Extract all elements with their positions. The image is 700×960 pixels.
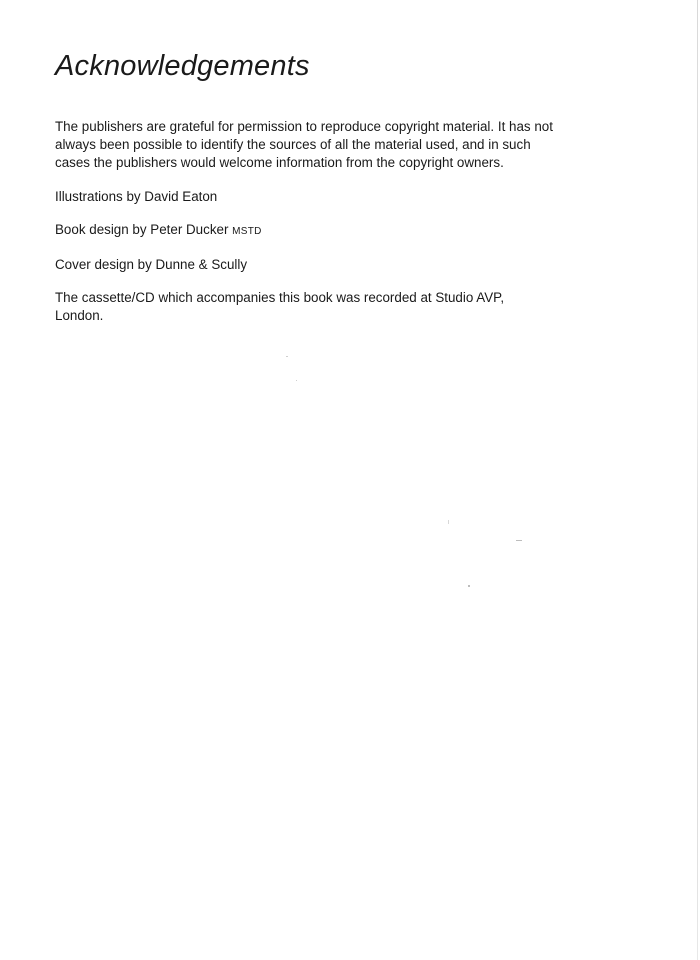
book-design-text: Book design by Peter Ducker [55, 222, 229, 237]
page-title: Acknowledgements [55, 50, 310, 82]
scan-speck [296, 380, 297, 381]
book-design-credit [55, 221, 555, 241]
page-edge-shadow [697, 0, 698, 960]
cover-design-credit: Cover design by Dunne & Scully [55, 257, 248, 272]
scan-speck [286, 356, 288, 357]
recording-credit: The cassette/CD which accompanies this book was recorded at Studio AVP, London. [55, 290, 505, 323]
book-design-suffix: MSTD [232, 226, 262, 237]
scan-speck [448, 520, 449, 524]
acknowledgements-section [55, 48, 555, 340]
copyright-paragraph: The publishers are grateful for permission to reproduce copyright material. It has not always been possible to identify the sources of all the material used, and in such cases the publishers would welcome information from the copyright owners. [55, 119, 553, 170]
illustrations-credit: Illustrations by David Eaton [55, 189, 218, 204]
scan-speck [516, 540, 522, 541]
scan-speck [468, 585, 470, 587]
